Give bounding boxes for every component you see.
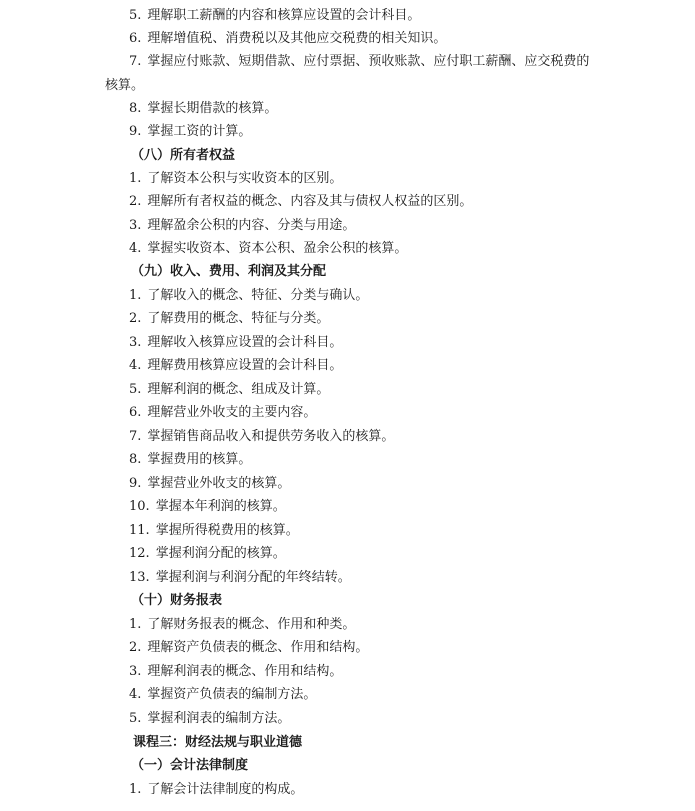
item-text: 掌握利润表的编制方法。 [147, 711, 291, 726]
list-item [0, 98, 695, 120]
item-number: 2. [129, 194, 142, 209]
item-text: 掌握所得税费用的核算。 [155, 523, 299, 538]
list-item [0, 51, 695, 73]
list-item [0, 520, 695, 542]
section-heading: （九）收入、费用、利润及其分配 [131, 264, 327, 279]
list-item [0, 496, 695, 518]
item-number: 8. [129, 452, 142, 467]
item-text: 掌握营业外收支的核算。 [147, 476, 291, 491]
list-item [0, 285, 695, 307]
item-text: 理解费用核算应设置的会计科目。 [147, 358, 343, 373]
item-number: 9. [129, 476, 142, 491]
item-text: 了解财务报表的概念、作用和种类。 [147, 617, 356, 632]
list-item [0, 426, 695, 448]
course-title: 课程三：财经法规与职业道德 [133, 735, 303, 750]
item-text: 理解利润的概念、组成及计算。 [147, 382, 330, 397]
list-item [0, 449, 695, 471]
item-number: 2. [129, 311, 142, 326]
item-number: 2. [129, 640, 142, 655]
list-item [0, 567, 695, 589]
item-text: 核算。 [105, 78, 145, 93]
item-number: 7. [129, 54, 142, 69]
list-item [0, 215, 695, 237]
list-item-continuation [0, 75, 695, 97]
list-item [0, 473, 695, 495]
item-text: 了解收入的概念、特征、分类与确认。 [147, 288, 369, 303]
item-text: 理解利润表的概念、作用和结构。 [147, 664, 343, 679]
item-text: 掌握实收资本、资本公积、盈余公积的核算。 [147, 241, 408, 256]
item-number: 12. [129, 546, 150, 561]
item-number: 1. [129, 782, 142, 797]
item-number: 5. [129, 711, 142, 726]
item-number: 7. [129, 429, 142, 444]
section-heading: （一）会计法律制度 [131, 758, 249, 773]
list-item [0, 779, 695, 801]
item-number: 1. [129, 617, 142, 632]
item-number: 6. [129, 31, 142, 46]
item-text: 理解营业外收支的主要内容。 [147, 405, 317, 420]
list-item [0, 308, 695, 330]
list-item [0, 543, 695, 565]
list-item [0, 402, 695, 424]
item-text: 掌握应付账款、短期借款、应付票据、预收账款、应付职工薪酬、应交税费的 [147, 54, 590, 69]
list-item [0, 355, 695, 377]
item-number: 4. [129, 687, 142, 702]
item-number: 4. [129, 358, 142, 373]
item-text: 掌握本年利润的核算。 [155, 499, 286, 514]
list-item [0, 121, 695, 143]
item-number: 3. [129, 335, 142, 350]
item-text: 掌握利润与利润分配的年终结转。 [155, 570, 351, 585]
list-item [0, 238, 695, 260]
item-text: 掌握费用的核算。 [147, 452, 252, 467]
list-item [0, 637, 695, 659]
list-item [0, 614, 695, 636]
item-text: 理解资产负债表的概念、作用和结构。 [147, 640, 369, 655]
section-heading: （十）财务报表 [131, 593, 223, 608]
list-item [0, 168, 695, 190]
item-number: 9. [129, 124, 142, 139]
item-text: 了解资本公积与实收资本的区别。 [147, 171, 343, 186]
item-number: 11. [129, 523, 150, 538]
item-text: 理解增值税、消费税以及其他应交税费的相关知识。 [147, 31, 447, 46]
item-number: 3. [129, 664, 142, 679]
item-text: 掌握利润分配的核算。 [155, 546, 286, 561]
item-text: 掌握工资的计算。 [147, 124, 252, 139]
item-text: 了解会计法律制度的构成。 [147, 782, 304, 797]
item-text: 掌握销售商品收入和提供劳务收入的核算。 [147, 429, 395, 444]
list-item [0, 379, 695, 401]
item-number: 1. [129, 288, 142, 303]
list-item [0, 5, 695, 27]
item-text: 掌握长期借款的核算。 [147, 101, 278, 116]
list-item [0, 684, 695, 706]
list-item [0, 191, 695, 213]
section-heading: （八）所有者权益 [131, 148, 236, 163]
item-text: 理解所有者权益的概念、内容及其与债权人权益的区别。 [147, 194, 473, 209]
item-number: 1. [129, 171, 142, 186]
item-number: 10. [129, 499, 150, 514]
list-item [0, 332, 695, 354]
item-text: 理解盈余公积的内容、分类与用途。 [147, 218, 356, 233]
item-number: 13. [129, 570, 150, 585]
list-item [0, 661, 695, 683]
item-text: 理解收入核算应设置的会计科目。 [147, 335, 343, 350]
item-text: 理解职工薪酬的内容和核算应设置的会计科目。 [147, 8, 421, 23]
list-item [0, 28, 695, 50]
item-number: 8. [129, 101, 142, 116]
item-number: 3. [129, 218, 142, 233]
list-item [0, 708, 695, 730]
item-number: 4. [129, 241, 142, 256]
item-number: 6. [129, 405, 142, 420]
item-number: 5. [129, 382, 142, 397]
item-text: 了解费用的概念、特征与分类。 [147, 311, 330, 326]
item-number: 5. [129, 8, 142, 23]
item-text: 掌握资产负债表的编制方法。 [147, 687, 317, 702]
